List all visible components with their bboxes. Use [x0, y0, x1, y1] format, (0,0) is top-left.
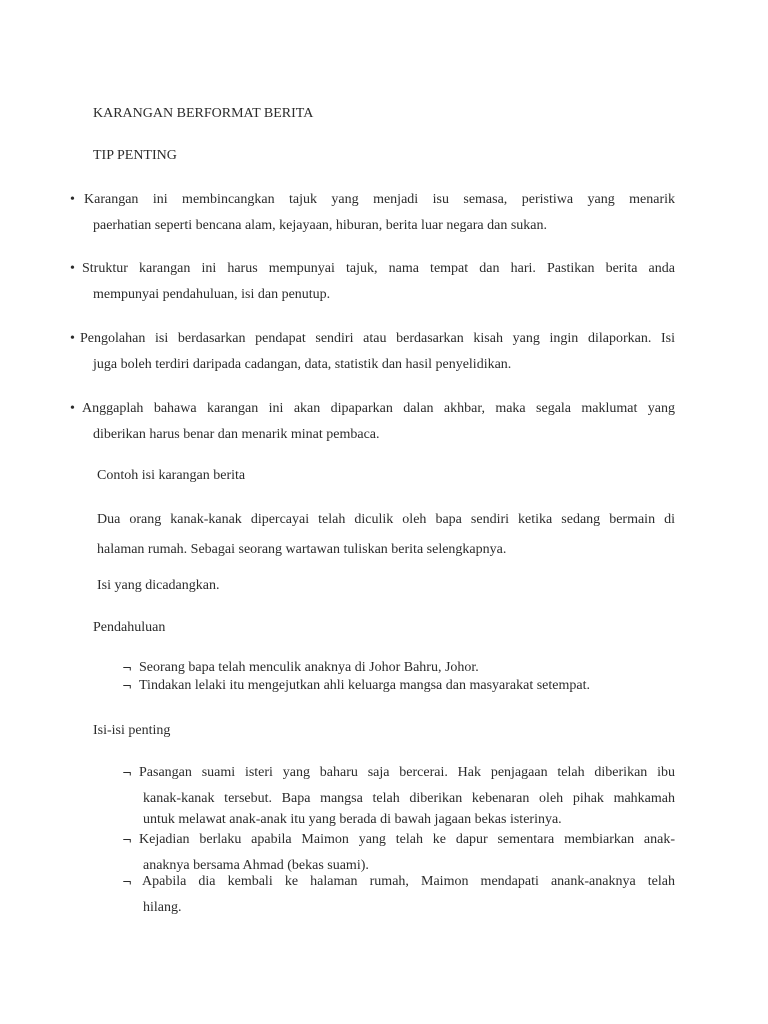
document-title: KARANGAN BERFORMAT BERITA [93, 106, 314, 121]
hook-marker-icon: ¬ [122, 766, 133, 780]
key-points-heading: Isi-isi penting [93, 723, 171, 738]
tips-heading: TIP PENTING [93, 148, 177, 163]
question-line: Dua orang kanak-kanak dipercayai telah diculik oleh bapa sendiri ketika sedang bermain di [97, 512, 675, 527]
tip-text-line: Pengolahan isi berdasarkan pendapat sendiri atau berdasarkan kisah yang ingin dilaporkan. Isi [80, 331, 675, 346]
hook-marker-icon: ¬ [122, 679, 133, 693]
intro-point [122, 677, 675, 695]
intro-heading: Pendahuluan [93, 620, 166, 635]
hook-marker-icon: ¬ [122, 661, 133, 675]
tip-text-line: Struktur karangan ini harus mempunyai tajuk, nama tempat dan hari. Pastikan berita anda [82, 261, 675, 276]
intro-point-text: Seorang bapa telah menculik anaknya di Johor Bahru, Johor. [139, 660, 479, 675]
key-point-line: kanak-kanak tersebut. Bapa mangsa telah diberikan kebenaran oleh pihak mahkamah [143, 791, 675, 806]
tip-text-line: Anggaplah bahawa karangan ini akan dipaparkan dalan akhbar, maka segala maklumat yang [82, 401, 675, 416]
hook-marker-icon: ¬ [122, 833, 133, 847]
key-point [122, 869, 675, 921]
key-point [122, 760, 675, 828]
key-point-line: Kejadian berlaku apabila Maimon yang telah ke dapur sementara membiarkan anak- [139, 832, 675, 847]
tip-text-line: diberikan harus benar dan menarik minat pembaca. [93, 427, 380, 442]
suggested-heading: Isi yang dicadangkan. [97, 578, 220, 593]
key-point-line: hilang. [143, 900, 182, 915]
question-line: halaman rumah. Sebagai seorang wartawan tuliskan berita selengkapnya. [97, 542, 507, 557]
intro-point [122, 659, 675, 677]
tip-item [70, 187, 675, 239]
tip-text-line: juga boleh terdiri daripada cadangan, data, statistik dan hasil penyelidikan. [93, 357, 512, 372]
example-heading: Contoh isi karangan berita [97, 468, 246, 483]
tip-text-line: mempunyai pendahuluan, isi dan penutup. [93, 287, 331, 302]
tip-text-line: paerhatian seperti bencana alam, kejayaan, hiburan, berita luar negara dan sukan. [93, 218, 548, 233]
bullet-icon: • [70, 261, 75, 276]
tip-item [70, 256, 675, 308]
tip-item [70, 326, 675, 378]
tip-item [70, 396, 675, 448]
bullet-icon: • [70, 331, 75, 346]
example-question [97, 507, 675, 563]
key-point-line: anaknya bersama Ahmad (bekas suami). [143, 858, 369, 873]
hook-marker-icon: ¬ [122, 875, 133, 889]
tip-text-line: Karangan ini membincangkan tajuk yang menjadi isu semasa, peristiwa yang menarik [84, 192, 675, 207]
bullet-icon: • [70, 401, 75, 416]
key-point-line: untuk melawat anak-anak itu yang berada di bawah jagaan bekas isterinya. [143, 812, 562, 827]
intro-point-text: Tindakan lelaki itu mengejutkan ahli keluarga mangsa dan masyarakat setempat. [139, 678, 590, 693]
key-point-line: Apabila dia kembali ke halaman rumah, Maimon mendapati anank-anaknya telah [142, 874, 675, 889]
bullet-icon: • [70, 192, 75, 207]
key-point-line: Pasangan suami isteri yang baharu saja bercerai. Hak penjagaan telah diberikan ibu [139, 765, 675, 780]
